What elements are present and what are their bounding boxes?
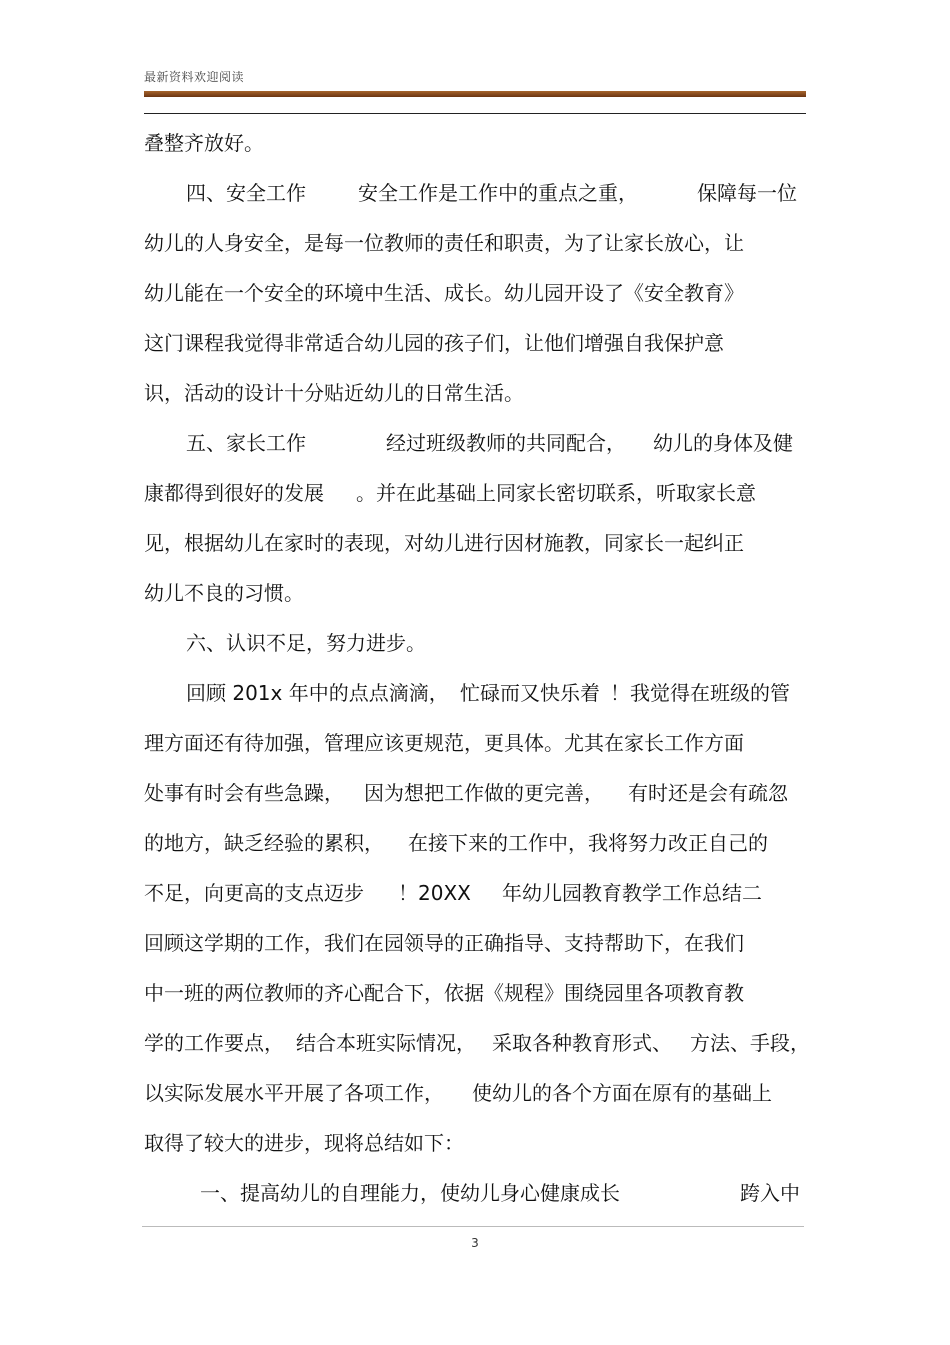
text-segment: 康都得到很好的发展 xyxy=(144,481,324,505)
text-segment: 中一班的两位教师的齐心配合下，依据《规程》围绕园里各项教育教 xyxy=(144,981,744,1005)
text-line xyxy=(0,728,950,758)
text-line xyxy=(0,478,950,508)
text-segment: ！我觉得在班级的管 xyxy=(610,681,790,705)
text-segment: 取得了较大的进步，现将总结如下： xyxy=(144,1131,464,1155)
text-segment: 忙碌而又快乐着 xyxy=(460,681,600,705)
header-thin-rule xyxy=(144,113,806,114)
text-line xyxy=(0,278,950,308)
text-line xyxy=(0,578,950,608)
text-line xyxy=(0,178,950,208)
text-line xyxy=(0,1178,950,1208)
text-line xyxy=(0,1028,950,1058)
text-segment: 幼儿不良的习惯。 xyxy=(144,581,304,605)
text-segment: 在接下来的工作中，我将努力改正自己的 xyxy=(408,831,768,855)
text-line xyxy=(0,628,950,658)
text-line xyxy=(0,978,950,1008)
section-heading: 五、家长工作 xyxy=(186,431,306,455)
text-line xyxy=(0,228,950,258)
text-segment: 的地方，缺乏经验的累积， xyxy=(144,831,384,855)
text-segment: 处事有时会有些急躁， xyxy=(144,781,344,805)
section-heading: 六、认识不足，努力进步。 xyxy=(186,631,426,655)
section-heading: 一、提高幼儿的自理能力，使幼儿身心健康成长 xyxy=(200,1181,620,1205)
page-number: 3 xyxy=(471,1236,479,1250)
text-line xyxy=(0,778,950,808)
text-line xyxy=(0,328,950,358)
text-segment: 叠整齐放好。 xyxy=(144,131,264,155)
text-segment: 学的工作要点， xyxy=(144,1031,284,1055)
text-line xyxy=(0,378,950,408)
text-segment: 保障每一位 xyxy=(697,181,797,205)
text-segment: 方法、手段， xyxy=(690,1031,810,1055)
text-segment: 不足，向更高的支点迈步 xyxy=(144,881,364,905)
text-line xyxy=(0,1078,950,1108)
text-segment: 结合本班实际情况， xyxy=(296,1031,476,1055)
text-line xyxy=(0,828,950,858)
header-thick-rule xyxy=(144,91,806,97)
text-segment: 使幼儿的各个方面在原有的基础上 xyxy=(472,1081,772,1105)
header-text: 最新资料欢迎阅读 xyxy=(144,70,245,84)
text-segment: 见，根据幼儿在家时的表现，对幼儿进行因材施教，同家长一起纠正 xyxy=(144,531,744,555)
text-segment: ！20XX xyxy=(398,881,471,905)
text-segment: 幼儿的人身安全，是每一位教师的责任和职责，为了让家长放心，让 xyxy=(144,231,744,255)
text-segment: 以实际发展水平开展了各项工作， xyxy=(144,1081,444,1105)
text-line xyxy=(0,528,950,558)
text-segment: 回顾 201x 年中的点点滴滴， xyxy=(186,681,449,705)
text-segment: 经过班级教师的共同配合， xyxy=(386,431,626,455)
text-segment: 幼儿的身体及健 xyxy=(653,431,793,455)
text-segment: 幼儿能在一个安全的环境中生活、成长。幼儿园开设了《安全教育》 xyxy=(144,281,744,305)
text-segment: 安全工作是工作中的重点之重， xyxy=(358,181,638,205)
text-segment: 因为想把工作做的更完善， xyxy=(364,781,604,805)
text-line xyxy=(0,928,950,958)
text-segment: 采取各种教育形式、 xyxy=(492,1031,672,1055)
footer-rule xyxy=(142,1226,804,1227)
text-line xyxy=(0,878,950,908)
text-segment: 。并在此基础上同家长密切联系，听取家长意 xyxy=(356,481,756,505)
text-segment: 理方面还有待加强，管理应该更规范，更具体。尤其在家长工作方面 xyxy=(144,731,744,755)
text-line xyxy=(0,1128,950,1158)
text-segment: 跨入中 xyxy=(740,1181,800,1205)
text-segment: 有时还是会有疏忽 xyxy=(628,781,788,805)
text-line xyxy=(0,428,950,458)
text-segment: 这门课程我觉得非常适合幼儿园的孩子们，让他们增强自我保护意 xyxy=(144,331,724,355)
text-segment: 识，活动的设计十分贴近幼儿的日常生活。 xyxy=(144,381,524,405)
text-line xyxy=(0,128,950,158)
text-segment: 回顾这学期的工作，我们在园领导的正确指导、支持帮助下，在我们 xyxy=(144,931,744,955)
text-line xyxy=(0,678,950,708)
text-segment: 年幼儿园教育教学工作总结二 xyxy=(502,881,762,905)
section-heading: 四、安全工作 xyxy=(186,181,306,205)
